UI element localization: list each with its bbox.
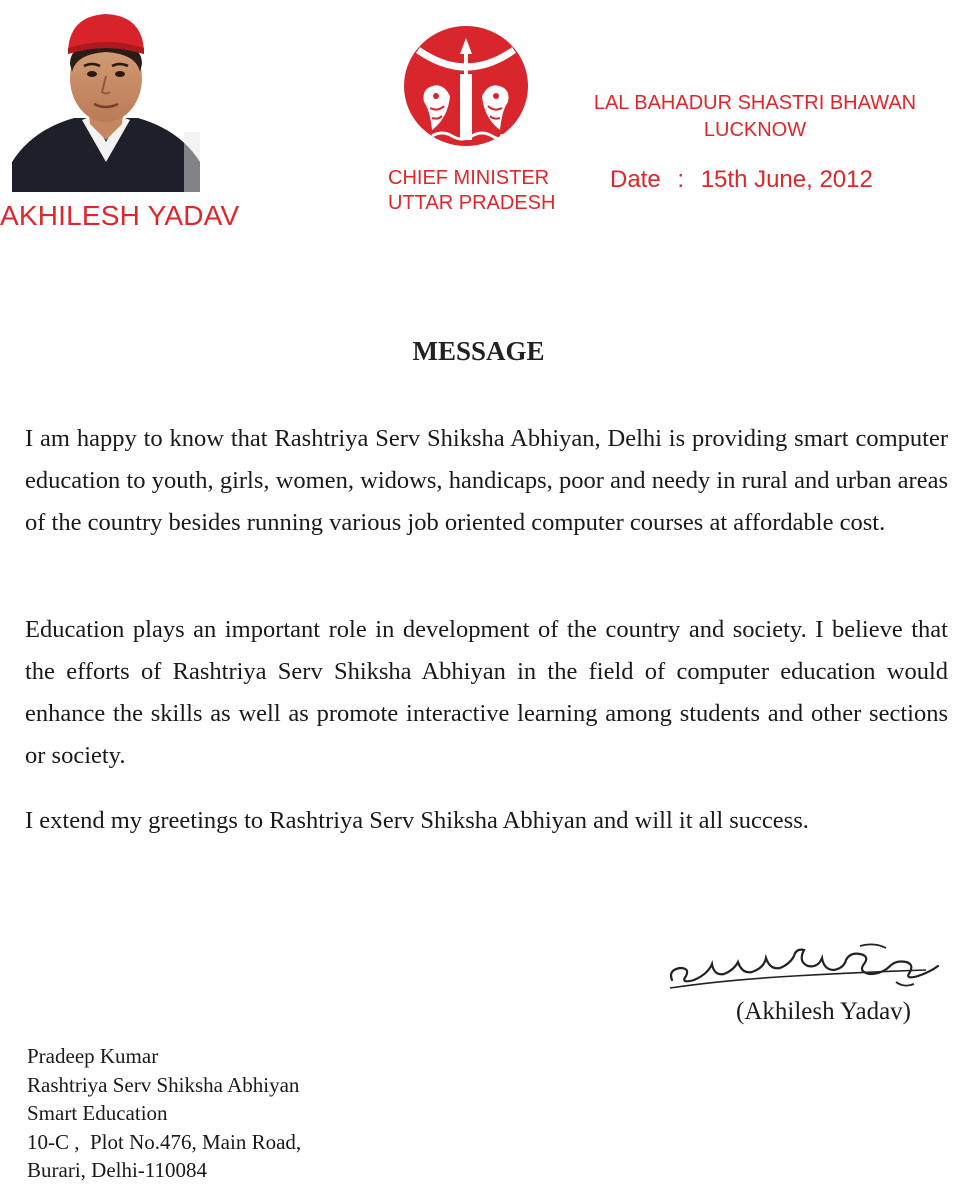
recipient-line: Rashtriya Serv Shiksha Abhiyan	[27, 1072, 300, 1097]
sender-name: AKHILESH YADAV	[0, 200, 240, 231]
date-value: 15th June, 2012	[700, 166, 873, 193]
message-paragraph-3: I extend my greetings to Rashtriya Serv Shiksha Abhiyan and will it all success.	[25, 807, 809, 834]
recipient-line: Pradeep Kumar	[27, 1044, 159, 1068]
office-line-1: CHIEF MINISTER	[388, 167, 550, 189]
handwritten-signature	[664, 940, 946, 998]
office-title	[388, 166, 556, 216]
date-separator: :	[677, 166, 685, 193]
office-line-2: UTTAR PRADESH	[388, 192, 556, 214]
message-paragraph-2: Education plays an important role in development of the country and society. I believe that the efforts of Rashtriya Serv Shiksha Abhiyan in the field of computer education would enhance the skills as well as promote interactive learning among students and other sections or society.	[25, 616, 948, 769]
recipient-address	[27, 1042, 301, 1185]
letter-date	[610, 166, 873, 194]
portrait-photo	[12, 12, 200, 192]
office-address	[590, 90, 920, 144]
address-line-1: LAL BAHADUR SHASTRI BHAWAN	[593, 92, 917, 114]
uttar-pradesh-emblem-icon	[402, 24, 530, 148]
date-label: Date	[610, 166, 661, 193]
message-heading: MESSAGE	[412, 336, 545, 366]
address-line-2: LUCKNOW	[703, 119, 807, 141]
recipient-line: Burari, Delhi-110084	[27, 1158, 208, 1182]
message-paragraph-1: I am happy to know that Rashtriya Serv Shiksha Abhiyan, Delhi is providing smart computer education to youth, girls, women, widows, handicaps, poor and needy in rural and urban areas of the country besides running various job oriented computer courses at affordable cost.	[25, 425, 948, 536]
recipient-line: Smart Education	[27, 1101, 168, 1125]
signer-name: (Akhilesh Yadav)	[736, 998, 911, 1025]
recipient-line: 10-C , Plot No.476, Main Road,	[27, 1129, 302, 1154]
